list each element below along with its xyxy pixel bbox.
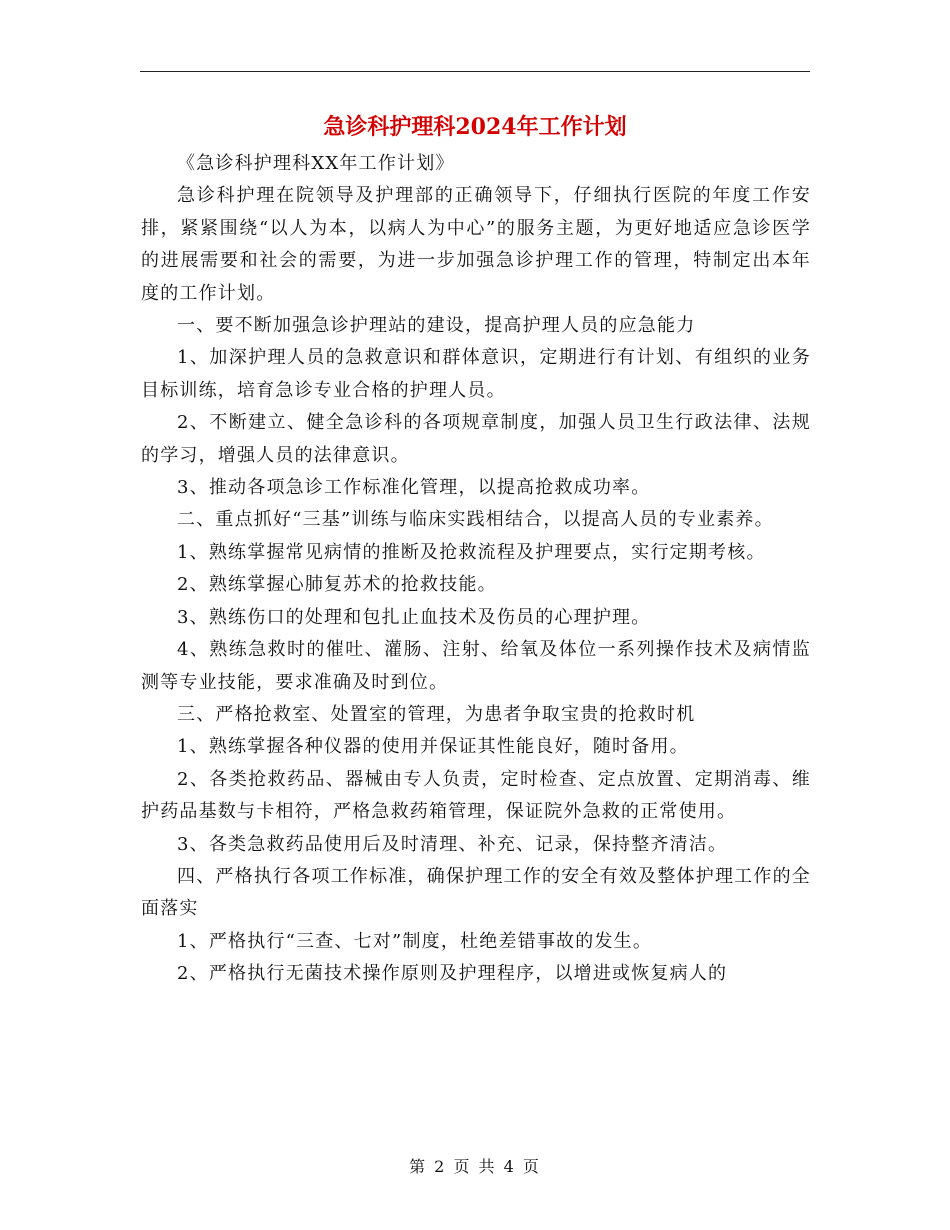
paragraph: 3、熟练伤口的处理和包扎止血技术及伤员的心理护理。 [177, 606, 651, 628]
paragraph: 4、熟练急救时的催吐、灌肠、注射、给氧及体位一系列操作技术及病情监测等专业技能，要求准确及时到位。 [141, 639, 811, 693]
section-heading: 三、严格抢救室、处置室的管理，为患者争取宝贵的抢救时机 [177, 703, 696, 725]
paragraph: 1、熟练掌握各种仪器的使用并保证其性能良好，随时备用。 [177, 736, 689, 758]
paragraph: 1、熟练掌握常见病情的推断及抢救流程及护理要点，实行定期考核。 [177, 541, 766, 563]
paragraph: 急诊科护理在院领导及护理部的正确领导下，仔细执行医院的年度工作安排，紧紧围绕“以人为本，以病人为中心”的服务主题，为更好地适应急诊医学的进展需要和社会的需要，为进一步加强急诊护理工作的管理，特制定出本年度的工作计划。 [141, 185, 811, 304]
paragraph: 2、熟练掌握心肺复苏术的抢救技能。 [177, 574, 497, 596]
paragraph: 《急诊科护理科XX年工作计划》 [177, 153, 455, 174]
paragraph: 2、不断建立、健全急诊科的各项规章制度，加强人员卫生行政法律、法规的学习，增强人员的法律意识。 [141, 412, 811, 466]
document-title: 急诊科护理科2024年工作计划 [323, 114, 627, 140]
paragraph: 2、严格执行无菌技术操作原则及护理程序，以增进或恢复病人的 [177, 963, 728, 985]
paragraph: 2、各类抢救药品、器械由专人负责，定时检查、定点放置、定期消毒、维护药品基数与卡相符，严格急救药箱管理，保证院外急救的正常使用。 [141, 768, 811, 823]
paragraph: 3、推动各项急诊工作标准化管理，以提高抢救成功率。 [177, 477, 651, 499]
paragraph: 1、严格执行“三查、七对”制度，杜绝差错事故的发生。 [177, 930, 653, 952]
page-footer: 第 2 页 共 4 页 [409, 1157, 541, 1176]
section-heading: 一、要不断加强急诊护理站的建设，提高护理人员的应急能力 [177, 315, 696, 337]
paragraph: 1、加深护理人员的急救意识和群体意识，定期进行有计划、有组织的业务目标训练，培育急诊专业合格的护理人员。 [141, 347, 811, 401]
section-heading: 二、重点抓好“三基”训练与临床实践相结合，以提高人员的专业素养。 [177, 509, 774, 531]
section-heading: 四、严格执行各项工作标准，确保护理工作的安全有效及整体护理工作的全面落实 [141, 865, 811, 920]
paragraph: 3、各类急救药品使用后及时清理、补充、记录，保持整齐清洁。 [177, 833, 728, 855]
header-rule [140, 71, 810, 72]
document-body [141, 148, 811, 991]
